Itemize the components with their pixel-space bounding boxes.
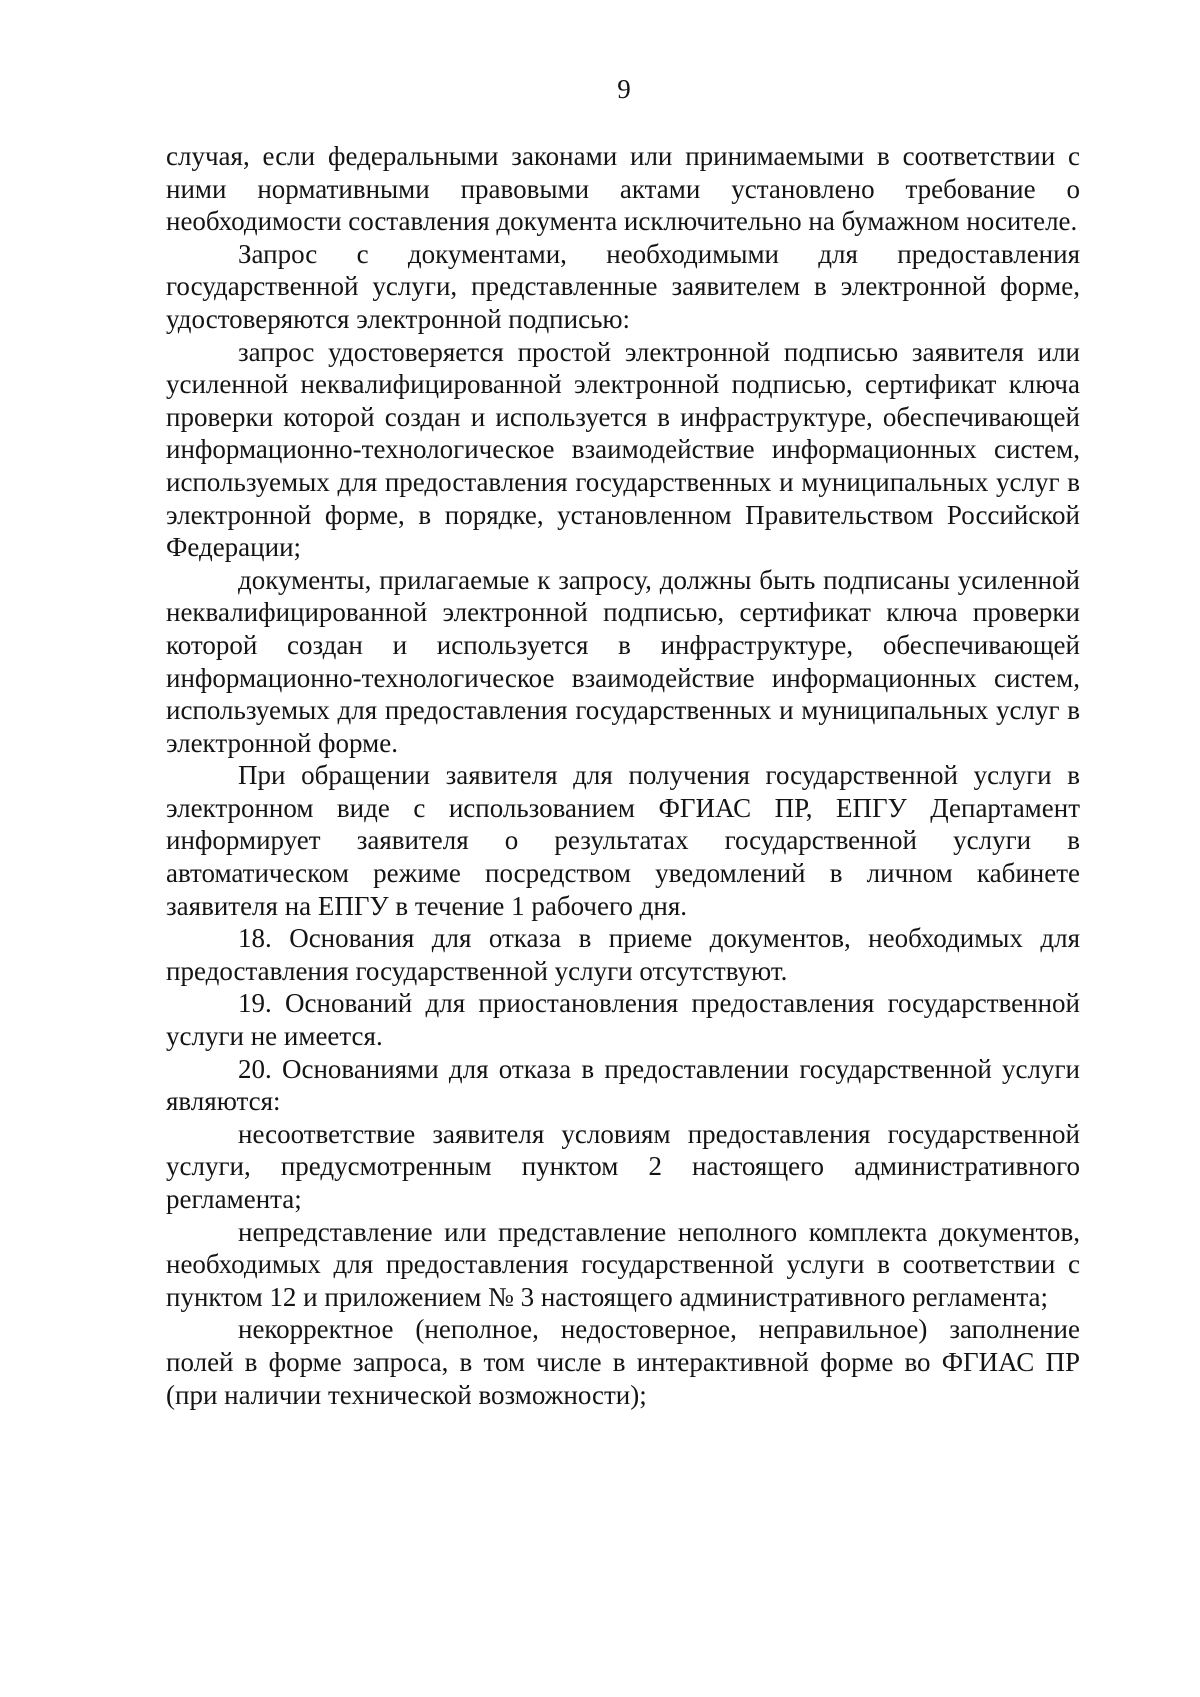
paragraph: 18. Основания для отказа в приеме документов, необходимых для предоставления государственной услуги отсутствуют. [166,923,1080,986]
paragraph: некорректное (неполное, недостоверное, неправильное) заполнение полей в форме запроса, в том числе в интерактивной форме во ФГИАС ПР (при наличии технической возможности); [166,1314,1080,1410]
paragraph: 19. Оснований для приостановления предоставления государственной услуги не имеется. [166,988,1080,1052]
paragraph: Запрос с документами, необходимыми для предоставления государственной услуги, представленные заявителем в электронной форме, удостоверяются электронной подписью: [166,238,1080,334]
document-body [166,140,1080,1411]
paragraph: случая, если федеральными законами или принимаемыми в соответствии с ними нормативными правовыми актами установлено требование о необходимости составления документа исключительно на бумажном носителе. [166,141,1080,237]
page-number: 9 [617,74,631,104]
paragraph: непредставление или представление неполного комплекта документов, необходимых для предоставления государственной услуги в соответствии с пунктом 12 и приложением № 3 настоящего административного регламента; [166,1216,1080,1312]
paragraph: 20. Основаниями для отказа в предоставлении государственной услуги являются: [166,1053,1080,1117]
paragraph: запрос удостоверяется простой электронной подписью заявителя или усиленной неквалифицированной электронной подписью, сертификат ключа проверки которой создан и используется в инфраструктуре, обеспечивающей информационно-технологическое взаимодействие информационных систем, используемых для предоставления государственных и муниципальных услуг в электронной форме, в порядке, установленном Правительством Российской Федерации; [166,336,1080,563]
paragraph: При обращении заявителя для получения государственной услуги в электронном виде с использованием ФГИАС ПР, ЕПГУ Департамент информирует заявителя о результатах государственной услуги в автоматическом режиме посредством уведомлений в личном кабинете заявителя на ЕПГУ в течение 1 рабочего дня. [166,760,1080,921]
paragraph: несоответствие заявителя условиям предоставления государственной услуги, предусмотренным пунктом 2 настоящего административного регламента; [166,1118,1080,1214]
paragraph: документы, прилагаемые к запросу, должны быть подписаны усиленной неквалифицированной электронной подписью, сертификат ключа проверки которой создан и используется в инфраструктуре, обеспечивающей информационно-технологическое взаимодействие информационных систем, используемых для предоставления государственных и муниципальных услуг в электронной форме. [166,564,1080,758]
